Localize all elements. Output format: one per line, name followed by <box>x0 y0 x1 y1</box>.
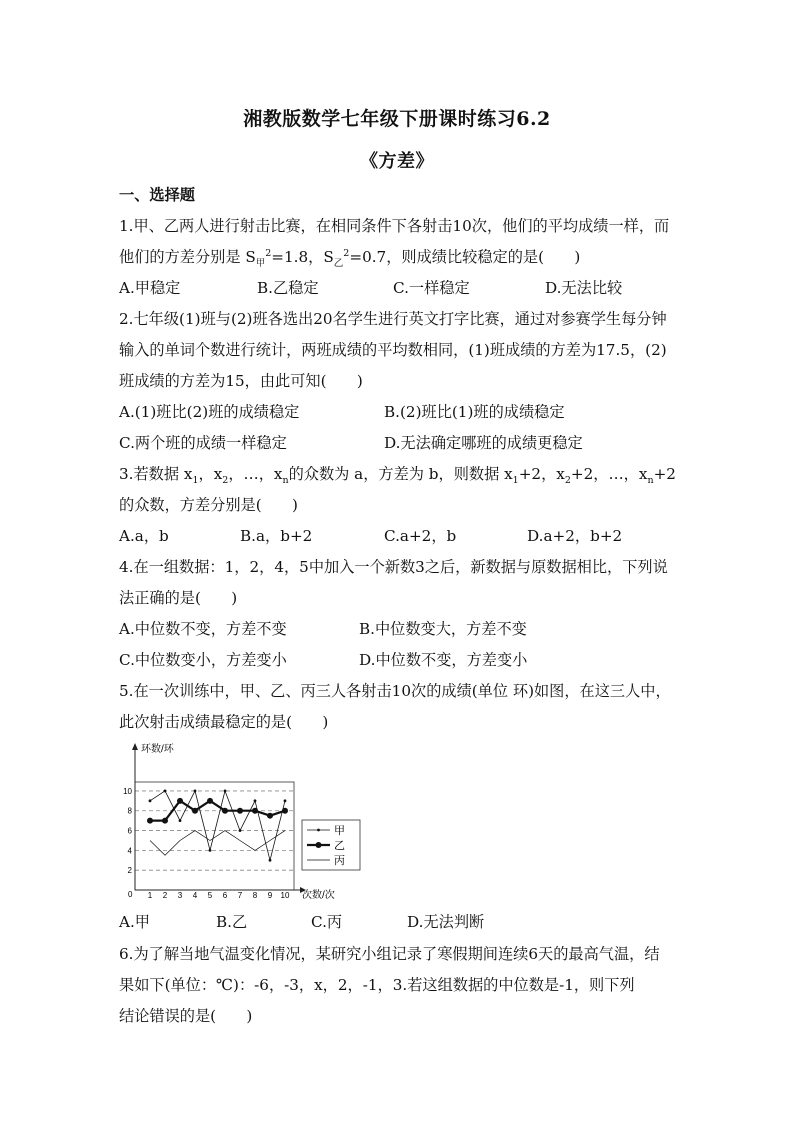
series-2-point-4 <box>192 808 198 814</box>
series-1-point-6 <box>224 790 227 793</box>
x-tick-label-2: 2 <box>162 891 168 900</box>
x-tick-label-6: 6 <box>222 891 228 900</box>
legend-marker-1 <box>317 829 320 832</box>
y-tick-label-10: 10 <box>123 786 132 796</box>
legend-label-3: 丙 <box>334 855 345 867</box>
q1-option-c: C.一样稳定 <box>393 279 470 297</box>
x-tick-label-3: 3 <box>177 891 183 900</box>
q2-option-d: D.无法确定哪班的成绩更稳定 <box>384 434 583 452</box>
series-2-point-1 <box>147 818 153 824</box>
y-tick-label-6: 6 <box>127 826 132 836</box>
q5-option-a: A.甲 <box>119 913 150 931</box>
q2-line-2: 输入的单词个数进行统计，两班成绩的平均数相同，(1)班成绩的方差为17.5，(2) <box>119 341 667 359</box>
x-tick-label-1: 1 <box>147 891 153 900</box>
section-heading: 一、选择题 <box>119 186 195 204</box>
q5-option-c: C.丙 <box>311 913 343 931</box>
q2-option-c: C.两个班的成绩一样稳定 <box>119 434 287 452</box>
series-1-point-7 <box>239 829 242 832</box>
q3-line-2: 的众数，方差分别是( ) <box>119 496 298 514</box>
q5-line-2: 此次射击成绩最稳定的是( ) <box>119 713 329 731</box>
q6-line-2: 果如下(单位：℃)：-6，-3，x，2，-1，3.若这组数据的中位数是-1，则下列 <box>119 976 635 994</box>
x-tick-label-9: 9 <box>267 891 273 900</box>
series-1-point-9 <box>269 859 272 862</box>
x-tick-label-4: 4 <box>192 891 198 900</box>
x-tick-label-10: 10 <box>280 891 290 900</box>
q4-line-1: 4.在一组数据：1，2，4，5中加入一个新数3之后，新数据与原数据相比，下列说 <box>119 558 668 576</box>
q2-option-b: B.(2)班比(1)班的成绩稳定 <box>384 403 565 421</box>
q3-option-d: D.a+2，b+2 <box>527 527 623 545</box>
q4-option-d: D.中位数不变，方差变小 <box>359 651 528 669</box>
q4-line-2: 法正确的是( ) <box>119 589 238 607</box>
q5-line-1: 5.在一次训练中，甲、乙、丙三人各射击10次的成绩(单位 环)如图，在这三人中， <box>119 682 671 700</box>
q2-line-3: 班成绩的方差为15，由此可知( ) <box>119 372 363 390</box>
series-1-point-2 <box>164 790 167 793</box>
q1-option-b: B.乙稳定 <box>257 279 319 297</box>
series-2-point-10 <box>282 808 288 814</box>
q1-option-a: A.甲稳定 <box>119 279 181 297</box>
series-2-point-5 <box>207 798 213 804</box>
q3-line-1: 3.若数据 $x_1$，$x_2$，…，$x_n$的众数为 a，方差为 b，则数据 $x_1+2$，$x_2+2$，…，$x_n+2$ <box>119 465 676 487</box>
series-2-point-2 <box>162 818 168 824</box>
document-subtitle: 《方差》 <box>360 151 434 172</box>
q1-line-1: 1.甲、乙两人进行射击比赛，在相同条件下各射击10次，他们的平均成绩一样，而 <box>119 217 670 235</box>
y-axis-arrow <box>132 743 138 750</box>
x-axis-label: 次数/次 <box>302 890 335 901</box>
series-1-point-10 <box>284 799 287 802</box>
q1-line-2: 他们的方差分别是 $S_甲^2=1.8$，$S_乙^2=0.7$，则成绩比较稳定的是( ) <box>119 247 581 270</box>
y-tick-label-4: 4 <box>127 846 132 856</box>
series-1-point-8 <box>254 799 257 802</box>
y-tick-label-2: 2 <box>127 866 132 876</box>
q5-option-d: D.无法判断 <box>407 913 485 931</box>
series-2-point-9 <box>267 813 273 819</box>
q1-option-d: D.无法比较 <box>545 279 623 297</box>
series-2-point-7 <box>237 808 243 814</box>
series-2-point-6 <box>222 808 228 814</box>
y-tick-label-8: 8 <box>127 806 132 816</box>
series-line-3 <box>150 831 285 856</box>
q6-line-3: 结论错误的是( ) <box>119 1007 253 1025</box>
q6-line-1: 6.为了解当地气温变化情况，某研究小组记录了寒假期间连续6天的最高气温，结 <box>119 945 660 963</box>
series-1-point-4 <box>194 790 197 793</box>
origin-label: 0 <box>128 890 133 899</box>
q2-option-a: A.(1)班比(2)班的成绩稳定 <box>119 403 300 421</box>
q2-line-1: 2.七年级(1)班与(2)班各选出20名学生进行英文打字比赛，通过对参赛学生每分钟 <box>119 310 667 328</box>
plot-frame <box>135 782 294 890</box>
legend-marker-2 <box>316 842 322 848</box>
y-axis-label: 环数/环 <box>141 744 174 755</box>
q4-option-a: A.中位数不变，方差不变 <box>119 620 287 638</box>
q3-option-a: A.a，b <box>119 527 169 545</box>
x-tick-label-7: 7 <box>237 891 243 900</box>
legend-label-2: 乙 <box>334 840 345 852</box>
q5-option-b: B.乙 <box>216 913 248 931</box>
q3-option-b: B.a，b+2 <box>240 527 313 545</box>
series-1-point-5 <box>209 849 212 852</box>
series-1-point-1 <box>149 799 152 802</box>
q4-option-c: C.中位数变小，方差变小 <box>119 651 287 669</box>
series-2-point-8 <box>252 808 258 814</box>
q4-option-b: B.中位数变大，方差不变 <box>359 620 527 638</box>
document-title: 湘教版数学七年级下册课时练习6.2 <box>243 108 551 130</box>
series-1-point-3 <box>179 819 182 822</box>
series-2-point-3 <box>177 798 183 804</box>
shooting-score-chart <box>119 738 369 903</box>
x-tick-label-8: 8 <box>252 891 258 900</box>
legend-label-1: 甲 <box>334 825 345 837</box>
q3-option-c: C.a+2，b <box>384 527 457 545</box>
x-tick-label-5: 5 <box>207 891 213 900</box>
